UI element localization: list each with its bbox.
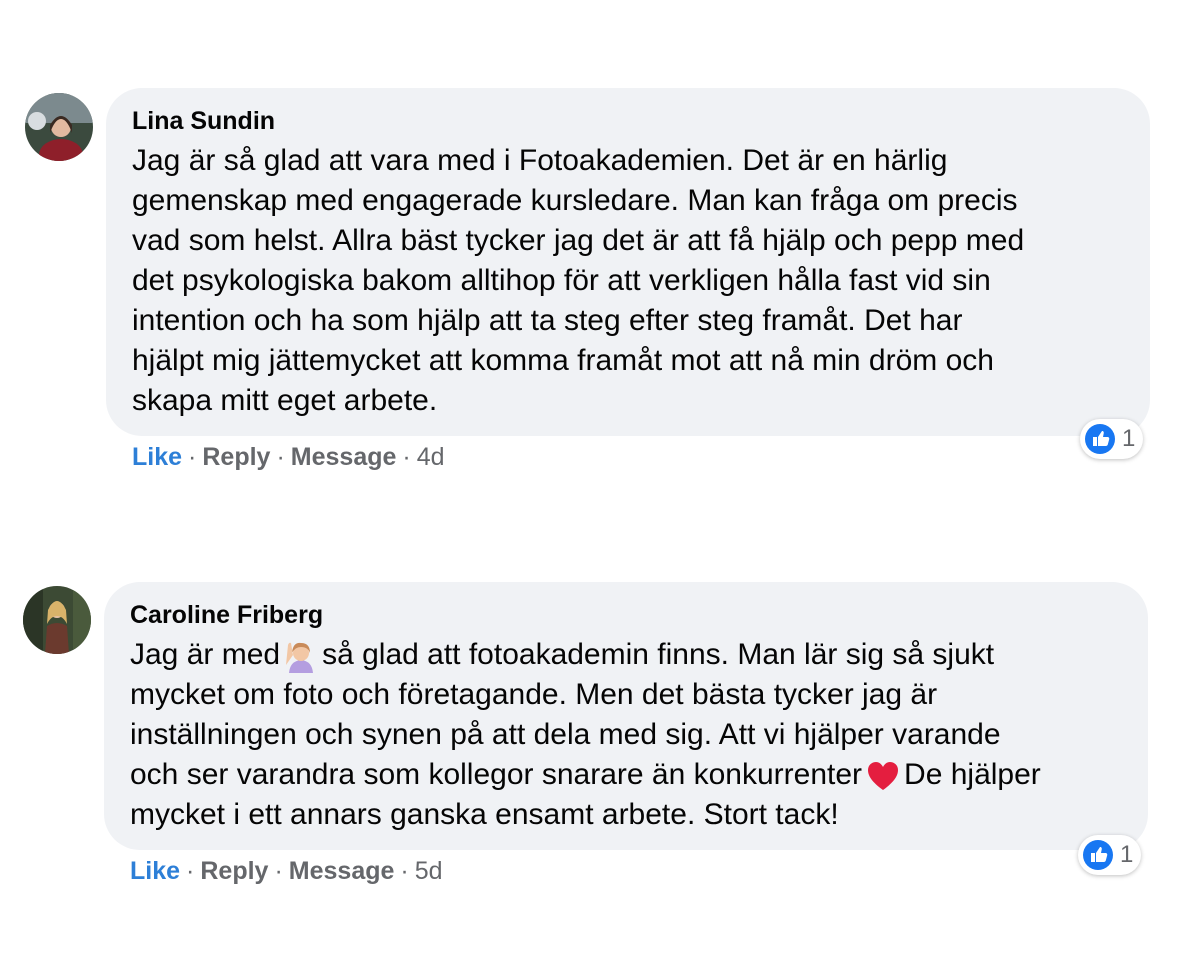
person-raising-hand-emoji-icon bbox=[284, 639, 318, 673]
comment-text-line: gemenskap med engagerade kursledare. Man kan fråga om precis bbox=[132, 184, 1018, 217]
comment-text-segment: så glad att fotoakademin finns. Man lär sig så sjukt bbox=[322, 638, 995, 671]
comment-author[interactable]: Caroline Friberg bbox=[130, 601, 324, 629]
message-button[interactable]: Message bbox=[290, 443, 397, 471]
comment-text-line: intention och ha som hjälp att ta steg efter steg framåt. Det har bbox=[132, 304, 963, 337]
message-button[interactable]: Message bbox=[288, 857, 395, 885]
like-button[interactable]: Like bbox=[132, 443, 183, 471]
red-heart-emoji-icon bbox=[866, 759, 900, 793]
avatar[interactable] bbox=[23, 586, 91, 654]
reaction-count-badge[interactable] bbox=[1080, 419, 1143, 459]
comment-text-line: hjälpt mig jättemycket att komma framåt mot att nå min dröm och bbox=[132, 344, 994, 377]
separator: · bbox=[402, 443, 411, 471]
separator: · bbox=[188, 443, 197, 471]
reaction-count: 1 bbox=[1122, 425, 1136, 452]
comment-text-line: Jag är så glad att vara med i Fotoakademien. Det är en härlig bbox=[132, 144, 948, 177]
comment-text-line bbox=[130, 635, 994, 675]
separator: · bbox=[186, 857, 195, 885]
like-icon bbox=[1084, 423, 1116, 455]
comment-text-line: mycket om foto och företagande. Men det bästa tycker jag är bbox=[130, 678, 938, 711]
comment-actions bbox=[130, 857, 443, 886]
comment-text-segment: och ser varandra som kollegor snarare än konkurrenter bbox=[130, 758, 863, 791]
comment-text-line: mycket i ett annars ganska ensamt arbete. Stort tack! bbox=[130, 798, 839, 831]
reply-button[interactable]: Reply bbox=[202, 443, 271, 471]
timestamp[interactable]: 4d bbox=[416, 443, 445, 471]
reaction-count-badge[interactable] bbox=[1078, 835, 1141, 875]
timestamp[interactable]: 5d bbox=[414, 857, 443, 885]
comment-author[interactable]: Lina Sundin bbox=[132, 107, 276, 135]
reply-button[interactable]: Reply bbox=[200, 857, 269, 885]
comment-text-line: vad som helst. Allra bäst tycker jag det är att få hjälp och pepp med bbox=[132, 224, 1025, 257]
comment-text-line: det psykologiska bakom alltihop för att verkligen hålla fast vid sin bbox=[132, 264, 991, 297]
separator: · bbox=[276, 443, 285, 471]
comment-text-line: skapa mitt eget arbete. bbox=[132, 384, 438, 417]
like-icon bbox=[1082, 839, 1114, 871]
separator: · bbox=[400, 857, 409, 885]
reaction-count: 1 bbox=[1120, 841, 1134, 868]
comment-actions bbox=[132, 443, 445, 472]
comment-text-line bbox=[130, 755, 1041, 795]
comment-text-line: inställningen och synen på att dela med sig. Att vi hjälper varande bbox=[130, 718, 1001, 751]
like-button[interactable]: Like bbox=[130, 857, 181, 885]
separator: · bbox=[274, 857, 283, 885]
avatar[interactable] bbox=[25, 93, 93, 161]
comment-text-segment: De hjälper bbox=[904, 758, 1041, 791]
comment-text-segment: Jag är med bbox=[130, 638, 281, 671]
